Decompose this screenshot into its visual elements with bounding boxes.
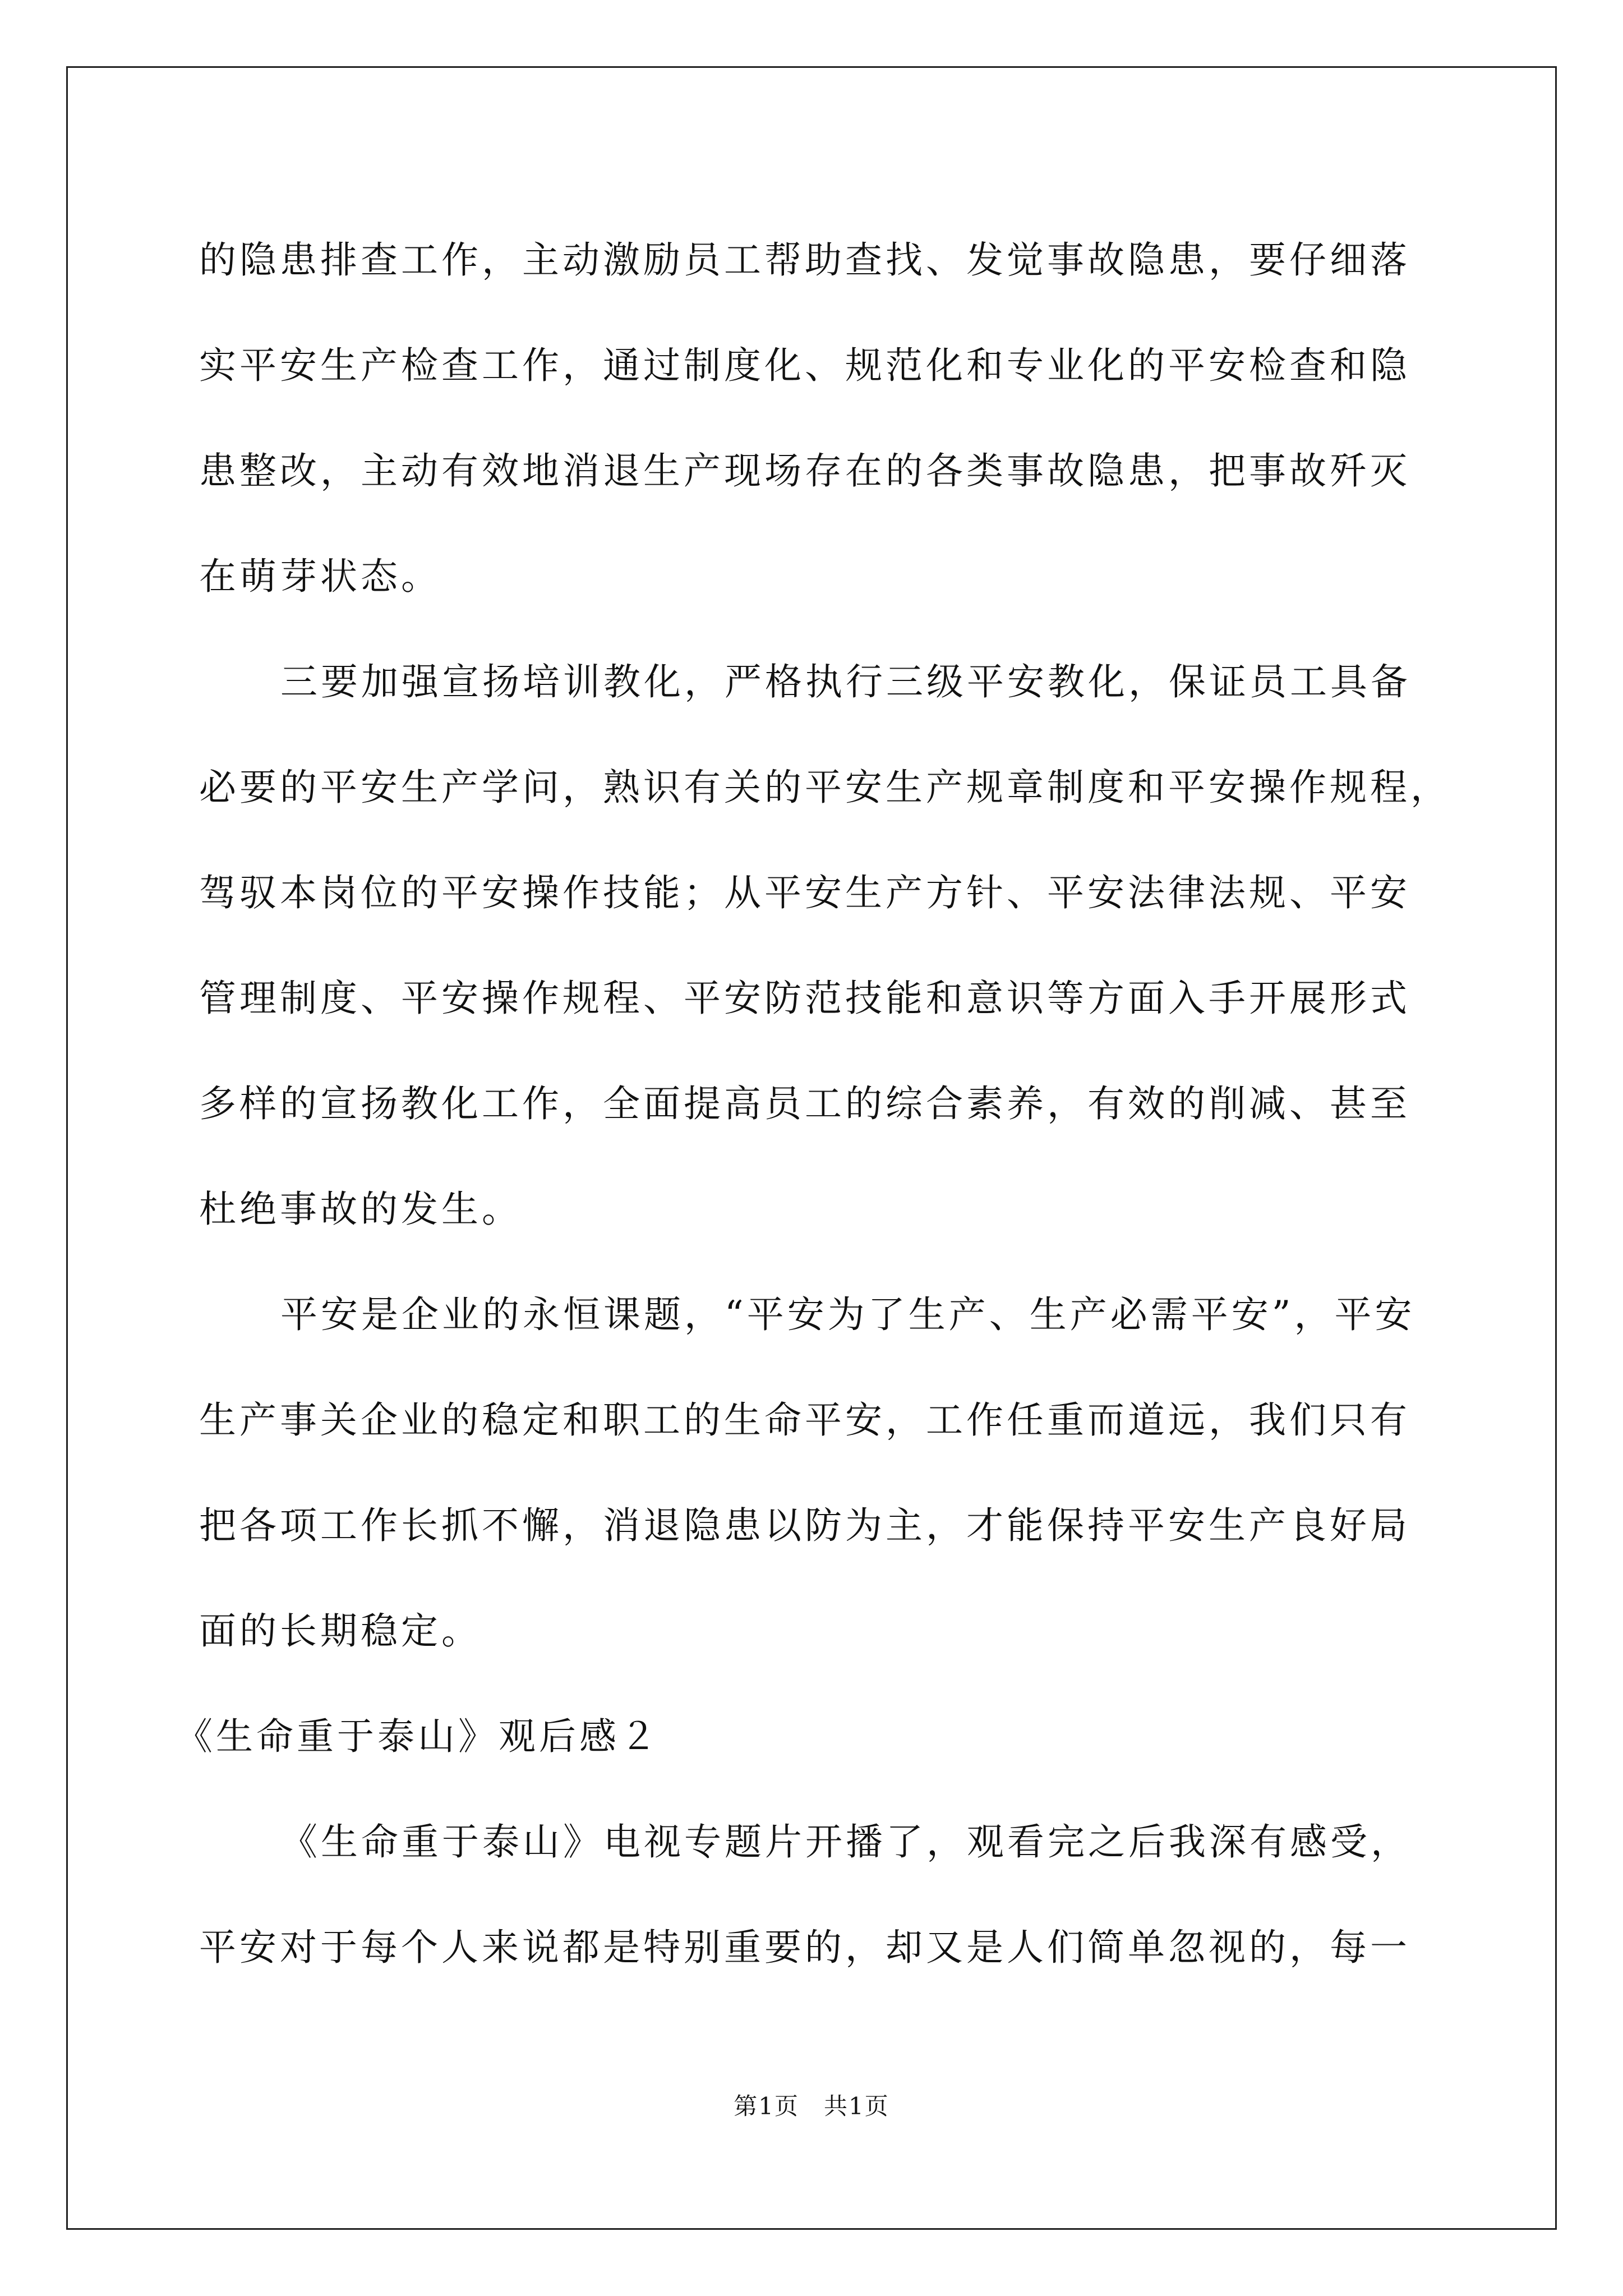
text-line: 患整改，主动有效地消退生产现场存在的各类事故隐患，把事故歼灭 xyxy=(199,449,1410,493)
paragraph-start-line: 平安是企业的永恒课题，“平安为了生产、生产必需平安”，平安 xyxy=(280,1293,1415,1336)
text-line: 必要的平安生产学问，熟识有关的平安生产规章制度和平安操作规程， xyxy=(199,766,1451,809)
text-line: 把各项工作长抓不懈，消退隐患以防为主，才能保持平安生产良好局 xyxy=(199,1504,1410,1547)
text-line: 管理制度、平安操作规程、平安防范技能和意识等方面入手开展形式 xyxy=(199,977,1410,1020)
paragraph-start-line: 三要加强宣扬培训教化，严格执行三级平安教化，保证员工具备 xyxy=(280,660,1411,703)
paragraph-start-line: 《生命重于泰山》电视专题片开播了，观看完之后我深有感受， xyxy=(280,1820,1411,1864)
text-line: 实平安生产检查工作，通过制度化、规范化和专业化的平安检查和隐 xyxy=(199,344,1410,387)
text-line: 多样的宣扬教化工作，全面提高员工的综合素养，有效的削减、甚至 xyxy=(199,1082,1410,1125)
text-line: 驾驭本岗位的平安操作技能；从平安生产方针、平安法律法规、平安 xyxy=(199,871,1410,914)
text-line: 生产事关企业的稳定和职工的生命平安，工作任重而道远，我们只有 xyxy=(199,1398,1410,1442)
text-line: 在萌芽状态。 xyxy=(199,555,441,598)
section-heading: 《生命重于泰山》观后感２ xyxy=(176,1715,660,1758)
text-line: 平安对于每个人来说都是特别重要的，却又是人们简单忽视的，每一 xyxy=(199,1926,1410,1969)
text-line: 杜绝事故的发生。 xyxy=(199,1188,522,1231)
page-number-footer: 第1页 共1页 xyxy=(734,2092,889,2120)
text-line: 的隐患排查工作，主动激励员工帮助查找、发觉事故隐患，要仔细落 xyxy=(199,238,1410,282)
document-body xyxy=(176,208,1451,2000)
text-line: 面的长期稳定。 xyxy=(199,1609,482,1653)
